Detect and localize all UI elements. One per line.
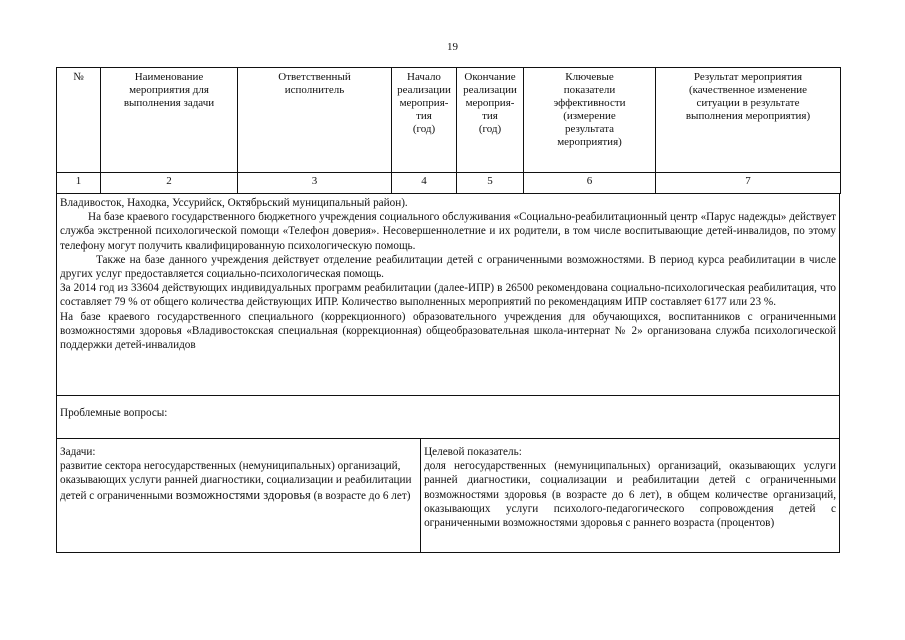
header-line: мероприя-: [465, 97, 515, 109]
column-number: 3: [238, 173, 392, 194]
header-line: (измерение: [563, 110, 616, 122]
content-paragraph: За 2014 год из 33604 действующих индивидуальных программ реабилитации (далее-ИПР) в 26500 рекомендована социально-психологическая реабилитация, что составляет 79 % от общего количества действующих ИПР. Количество выполненных мероприятий по рекомендациям ИПР составляет 6177 или 23 %.: [60, 282, 836, 309]
header-line: Ответственный: [278, 71, 351, 83]
header-line: (год): [478, 123, 502, 135]
page-number: 19: [447, 41, 458, 53]
target-text: доля негосударственных (немуниципальных) организаций, оказывающих услуги ранней диагностики, социализации и реабилитации детей с ограниченными возможностями здоровья (в возрасте до 6 лет), в общем количестве организаций, оказывающих услуги психолого-педагогического сопровождения детей с ограниченными возможностями здоровья с раннего возраста (процентов): [424, 460, 836, 530]
problems-label: Проблемные вопросы:: [60, 407, 168, 419]
tasks-target-section: [56, 439, 840, 553]
table-number-row: [57, 173, 841, 194]
problems-section: [56, 396, 840, 439]
column-number: 5: [457, 173, 524, 194]
header-line: Ключевые: [565, 71, 614, 83]
header-cell-key-indicators: [524, 68, 656, 173]
content-paragraph: На базе краевого государственного бюджетного учреждения социального обслуживания «Социально-реабилитационный центр «Парус надежды» действует служба экстренной психологической помощи «Телефон доверия». Несовершеннолетние и их родители, в том числе воспитывающие детей-инвалидов, по этому телефону могут получить квалифицированную психологическую помощь.: [60, 211, 836, 252]
tasks-text-part: (в возрасте до 6 лет): [310, 489, 411, 502]
header-line: выполнения мероприятия): [685, 110, 811, 122]
tasks-text-part: возможностями здоровья: [175, 487, 311, 502]
column-number: 2: [101, 173, 238, 194]
header-line: (год): [412, 123, 436, 135]
header-cell-responsible: [238, 68, 392, 173]
header-line: Окончание: [464, 71, 516, 83]
column-number: 1: [57, 173, 101, 194]
measures-table: [56, 67, 841, 194]
header-line: №: [73, 71, 84, 83]
header-line: (качественное изменение: [688, 84, 808, 96]
header-cell-measure-name: [101, 68, 238, 173]
header-line: результата: [564, 123, 615, 135]
content-paragraph: На базе краевого государственного специального (коррекционного) образовательного учреждения для обучающихся, воспитанников с ограниченными возможностями здоровья «Владивостокская специальная (коррекционная) общеобразовательная школа-интернат № 2» организована служба психологической поддержки детей-инвалидов: [60, 310, 836, 352]
header-line: реализации: [397, 84, 451, 96]
header-line: исполнитель: [284, 84, 345, 96]
column-number: 6: [524, 173, 656, 194]
header-cell-start-year: [392, 68, 457, 173]
content-section: [56, 193, 840, 396]
content-paragraph: Также на базе данного учреждения действует отделение реабилитации детей с ограниченными возможностями. В период курса реабилитации в числе других услуг предоставляется социально-психологическая помощь.: [60, 253, 836, 281]
header-line: Начало: [407, 71, 441, 83]
header-line: мероприятия): [557, 136, 622, 148]
target-label: Целевой показатель:: [424, 446, 522, 458]
target-column: [421, 439, 839, 552]
header-line: выполнения задачи: [123, 97, 215, 109]
tasks-text-part: развитие сектора негосударственных (немуниципальных) организаций, оказывающих услуги ранней диагностики, социализации и реабилитации детей с ограниченными: [60, 460, 412, 502]
header-line: ситуации в результате: [696, 97, 800, 109]
table-header-row: [57, 68, 841, 173]
header-line: мероприятия для: [129, 84, 209, 96]
header-line: показатели: [563, 84, 616, 96]
header-line: эффективности: [553, 97, 626, 109]
header-cell-number: [57, 68, 101, 173]
header-line: Результат мероприятия: [693, 71, 803, 83]
tasks-text: [60, 459, 417, 503]
header-line: реализации: [463, 84, 517, 96]
column-number: 7: [656, 173, 841, 194]
header-line: Наименование: [134, 71, 204, 83]
header-line: тия: [416, 110, 432, 122]
header-line: мероприя-: [399, 97, 449, 109]
header-cell-end-year: [457, 68, 524, 173]
tasks-column: [57, 439, 421, 552]
header-cell-result: [656, 68, 841, 173]
content-paragraph: Владивосток, Находка, Уссурийск, Октябрьский муниципальный район).: [60, 197, 408, 209]
tasks-label: Задачи:: [60, 446, 96, 458]
header-line: тия: [482, 110, 498, 122]
column-number: 4: [392, 173, 457, 194]
